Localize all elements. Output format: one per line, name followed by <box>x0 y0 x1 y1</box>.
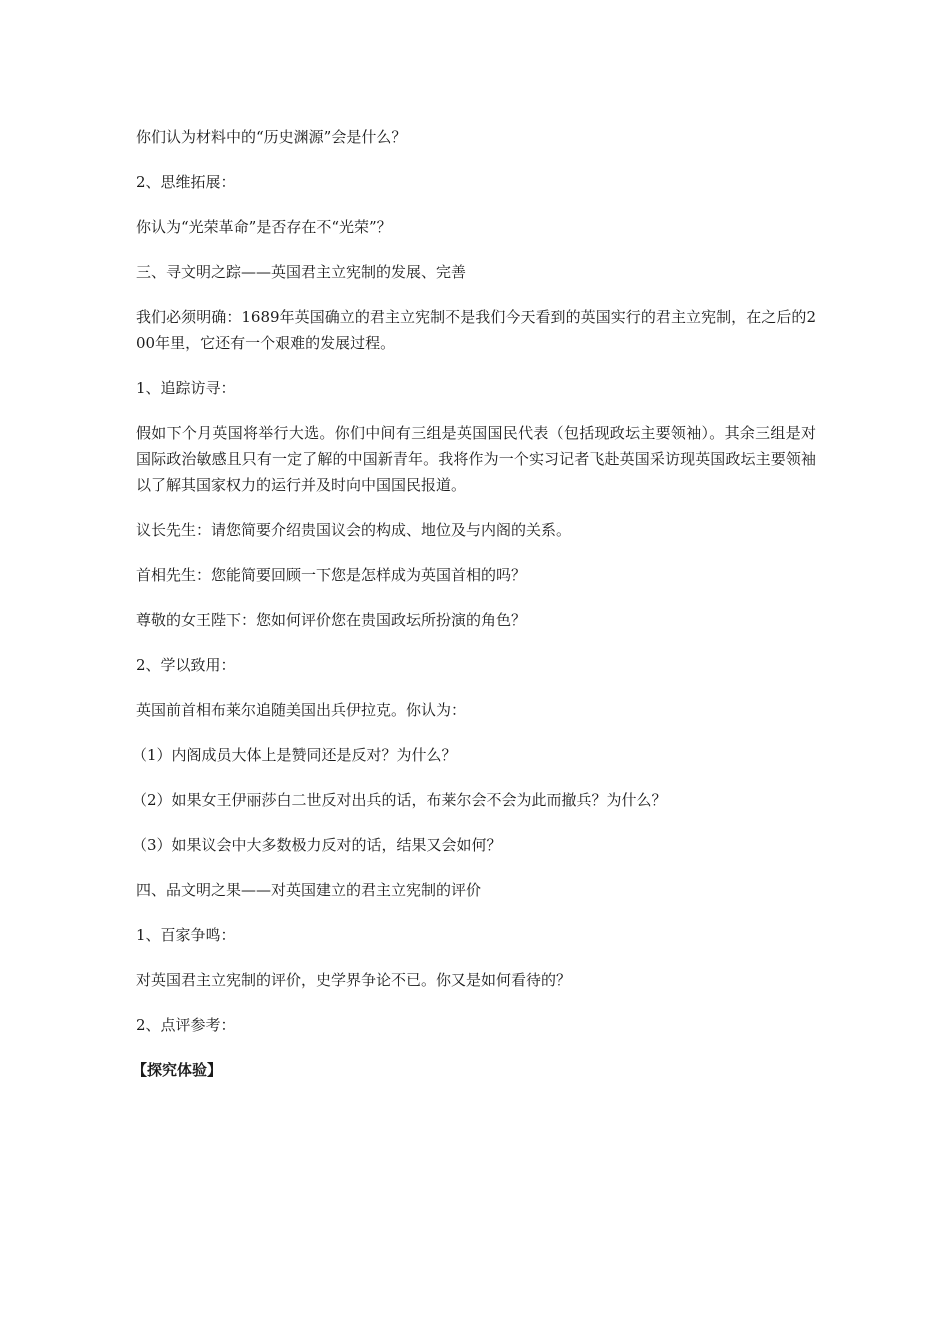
paragraph-inquiry-experience: 【探究体验】 <box>132 1061 223 1079</box>
section-heading-four: 四、品文明之果——对英国建立的君主立宪制的评价 <box>136 881 482 899</box>
paragraph-debate-heading: 1、百家争鸣： <box>136 926 236 944</box>
paragraph-must-clarify: 我们必须明确：1689年英国确立的君主立宪制不是我们今天看到的英国实行的君主立宪制，在之后的200年里，它还有一个艰难的发展过程。 <box>136 308 816 352</box>
paragraph-tracking-heading: 1、追踪访寻： <box>136 379 236 397</box>
paragraph-evaluation-question: 对英国君主立宪制的评价，史学界争论不已。你又是如何看待的？ <box>136 971 572 989</box>
paragraph-reference-heading: 2、点评参考： <box>136 1016 236 1034</box>
paragraph-speaker-question: 议长先生：请您简要介绍贵国议会的构成、地位及与内阁的关系。 <box>136 521 572 539</box>
paragraph-apply-heading: 2、学以致用： <box>136 656 236 674</box>
paragraph-question-3: （3）如果议会中大多数极力反对的话，结果又会如何？ <box>132 836 502 854</box>
paragraph-queen-question: 尊敬的女王陛下：您如何评价您在贵国政坛所扮演的角色？ <box>136 611 527 629</box>
section-heading-three: 三、寻文明之踪——英国君主立宪制的发展、完善 <box>136 263 467 281</box>
paragraph-blair-iraq: 英国前首相布莱尔追随美国出兵伊拉克。你认为： <box>136 701 467 719</box>
paragraph-prime-minister-question: 首相先生：您能简要回顾一下您是怎样成为英国首相的吗？ <box>136 566 527 584</box>
paragraph-history-roots-question: 你们认为材料中的“历史渊源”会是什么？ <box>136 128 407 146</box>
paragraph-glorious-revolution-question: 你认为“光荣革命”是否存在不“光荣”？ <box>136 218 392 236</box>
paragraph-election-scenario: 假如下个月英国将举行大选。你们中间有三组是英国国民代表（包括现政坛主要领袖）。其余三组是对国际政治敏感且只有一定了解的中国新青年。我将作为一个实习记者飞赴英国采访现英国政坛主要领袖以了解其国家权力的运行并及时向中国国民报道。 <box>136 424 816 494</box>
paragraph-question-2: （2）如果女王伊丽莎白二世反对出兵的话，布莱尔会不会为此而撤兵？为什么？ <box>132 791 667 809</box>
paragraph-question-1: （1）内阁成员大体上是赞同还是反对？为什么？ <box>132 746 457 764</box>
document-body <box>132 124 816 1102</box>
paragraph-thinking-extension-heading: 2、思维拓展： <box>136 173 236 191</box>
